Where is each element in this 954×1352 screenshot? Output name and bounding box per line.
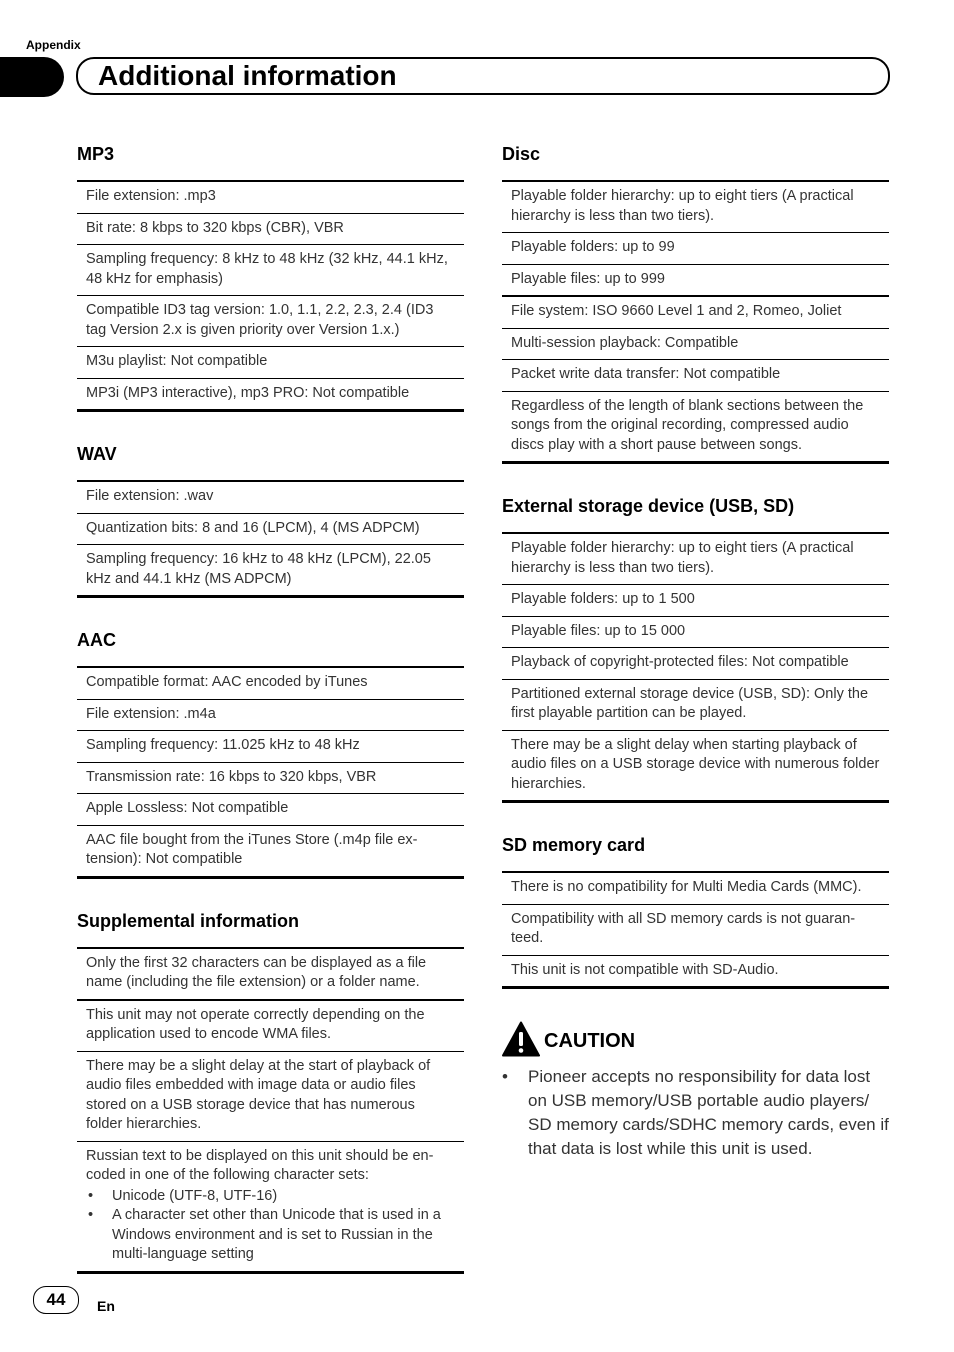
table-row: File system: ISO 9660 Level 1 and 2, Romeo, Joliet <box>502 297 889 329</box>
table-row: Playable folders: up to 1 500 <box>502 585 889 617</box>
character-set-list <box>86 1187 455 1265</box>
wav-table <box>77 480 464 598</box>
table-row: Sampling frequency: 8 kHz to 48 kHz (32 kHz, 44.1 kHz, 48 kHz for emphasis) <box>77 245 464 296</box>
table-row: Compatible ID3 tag version: 1.0, 1.1, 2.2, 2.3, 2.4 (ID3 tag Version 2.x is given priority over Version 1.x.) <box>77 296 464 347</box>
wav-section <box>77 442 464 598</box>
wav-heading: WAV <box>77 444 117 464</box>
table-row: MP3i (MP3 interactive), mp3 PRO: Not compatible <box>86 384 410 401</box>
page-title-bar <box>76 57 890 95</box>
list-item: • A character set other than Unicode that is used in a Windows environment and is set to Russian in the multi-language setting <box>86 1206 455 1265</box>
table-row: There is no compatibility for Multi Media Cards (MMC). <box>502 873 889 905</box>
page-number: 44 <box>33 1286 79 1314</box>
supplemental-section <box>77 909 464 1274</box>
table-row: This unit may not operate correctly depending on the application used to encode WMA files. <box>77 1001 464 1052</box>
table-row: There may be a slight delay when starting playback of audio files on a USB storage device with numerous folder hierarchies. <box>511 736 880 792</box>
caution-heading: CAUTION <box>544 1029 636 1052</box>
table-row: File extension: .m4a <box>77 700 464 732</box>
table-row: Playback of copyright-protected files: Not compatible <box>502 648 889 680</box>
caution-box <box>502 1019 889 1161</box>
external-storage-heading: External storage device (USB, SD) <box>502 496 795 516</box>
aac-heading: AAC <box>77 630 116 650</box>
disc-table <box>502 180 889 464</box>
supplemental-heading: Supplemental information <box>77 910 300 931</box>
right-column <box>502 142 889 1161</box>
table-row: Playable folders: up to 99 <box>502 233 889 265</box>
list-item: • Unicode (UTF-8, UTF-16) <box>86 1187 455 1207</box>
table-row: This unit is not compatible with SD-Audio. <box>511 961 779 978</box>
caution-list <box>502 1065 889 1161</box>
left-column <box>77 142 464 1304</box>
sd-card-section <box>502 833 889 989</box>
table-row: Sampling frequency: 16 kHz to 48 kHz (LPCM), 22.05 kHz and 44.1 kHz (MS ADPCM) <box>86 551 431 587</box>
mp3-heading: MP3 <box>77 144 115 164</box>
mp3-section <box>77 142 464 412</box>
section-label: Appendix <box>26 38 81 52</box>
external-storage-table <box>502 532 889 803</box>
disc-section <box>502 142 889 464</box>
russian-intro: Russian text to be displayed on this unit should be en-coded in one of the following character sets: <box>86 1147 434 1183</box>
table-row: Compatible format: AAC encoded by iTunes <box>77 668 464 700</box>
external-storage-section <box>502 494 889 803</box>
section-tab-marker <box>0 57 64 97</box>
table-row: Playable files: up to 15 000 <box>502 617 889 649</box>
disc-heading: Disc <box>502 144 541 164</box>
language-code: En <box>97 1298 115 1314</box>
list-item: • Pioneer accepts no responsibility for data lost on USB memory/USB portable audio players/ SD memory cards/SDHC memory cards, even if that data is lost while this unit is used. <box>502 1065 889 1161</box>
table-row <box>77 1142 464 1271</box>
aac-table <box>77 666 464 879</box>
mp3-table <box>77 180 464 412</box>
table-row: AAC file bought from the iTunes Store (.m4p file ex-tension): Not compatible <box>86 831 418 867</box>
table-row: Playable folder hierarchy: up to eight tiers (A practical hierarchy is less than two tiers). <box>502 534 889 585</box>
supplemental-table <box>77 947 464 1274</box>
table-row: Playable folder hierarchy: up to eight tiers (A practical hierarchy is less than two tiers). <box>502 182 889 233</box>
table-row: Sampling frequency: 11.025 kHz to 48 kHz <box>77 731 464 763</box>
table-row: Bit rate: 8 kbps to 320 kbps (CBR), VBR <box>77 214 464 246</box>
table-row: Quantization bits: 8 and 16 (LPCM), 4 (MS ADPCM) <box>77 514 464 546</box>
table-row: Only the first 32 characters can be displayed as a file name (including the file extension) or a folder name. <box>77 949 464 1001</box>
table-row: File extension: .mp3 <box>77 182 464 214</box>
sd-card-table <box>502 871 889 989</box>
caution-header <box>502 1019 889 1059</box>
table-row: Apple Lossless: Not compatible <box>77 794 464 826</box>
table-row: Regardless of the length of blank sections between the songs from the original recording, compressed audio discs play with a short pause between songs. <box>511 397 864 453</box>
table-row: File extension: .wav <box>77 482 464 514</box>
table-row: Packet write data transfer: Not compatible <box>502 360 889 392</box>
table-row: Transmission rate: 16 kbps to 320 kbps, VBR <box>77 763 464 795</box>
aac-section <box>77 628 464 879</box>
table-row: Playable files: up to 999 <box>502 265 889 298</box>
warning-triangle-icon <box>502 1021 540 1057</box>
table-row: M3u playlist: Not compatible <box>77 347 464 379</box>
table-row: Partitioned external storage device (USB, SD): Only the first playable partition can be played. <box>502 680 889 731</box>
sd-card-heading: SD memory card <box>502 835 646 855</box>
table-row: Compatibility with all SD memory cards is not guaran-teed. <box>502 905 889 956</box>
table-row: Multi-session playback: Compatible <box>502 329 889 361</box>
page-title: Additional information <box>98 60 397 91</box>
table-row: There may be a slight delay at the start of playback of audio files embedded with image data or audio files stored on a USB storage device that has numerous folder hierarchies. <box>77 1052 464 1142</box>
